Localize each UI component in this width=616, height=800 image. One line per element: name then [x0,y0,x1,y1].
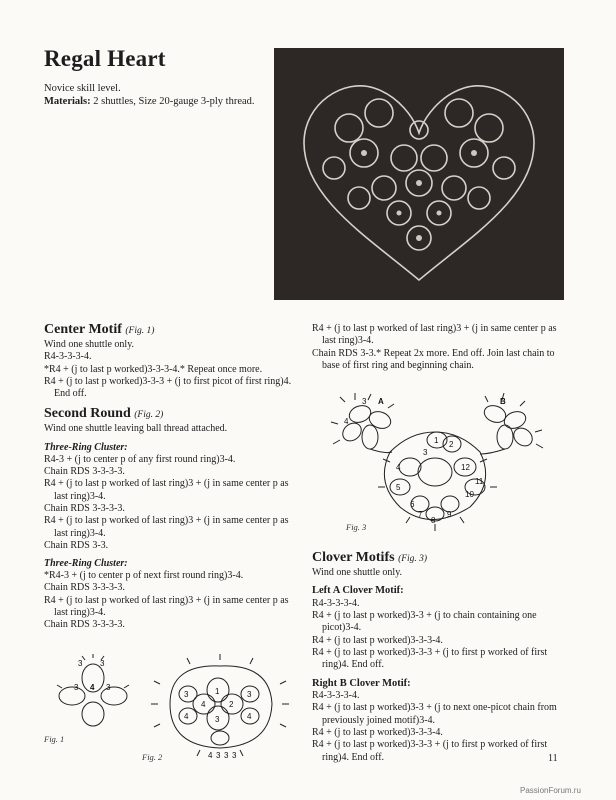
cluster-line: Chain RDS 3-3-3-3. [44,619,125,631]
cluster-line: Chain RDS 3-3-3-3. [44,466,125,478]
clover-line: R4 + (j to last p worked)3-3 + (j to next one-picot chain from previously joined motif)3-4. [312,702,557,726]
fig3-label: 4 [396,463,401,472]
materials-label: Materials: [44,96,91,107]
center-motif-line: R4-3-3-3-4. [44,351,92,363]
clover-line: R4-3-3-3-4. [312,597,360,609]
fig2-label: 3 [247,690,252,699]
heading-text: Clover Motifs [312,550,395,565]
cluster-line: R4 + (j to last p worked of last ring)3 + (j in same center p as last ring)3-4. [44,478,289,502]
fig3-label: 3 [362,397,367,406]
fig3-label-A: A [378,397,384,406]
left-clover-heading: Left A Clover Motif: [312,585,404,597]
fig2-label: 3 [215,715,220,724]
fig2-label: 3 [216,751,221,760]
fig2-label: 4 [247,712,252,721]
heading-text: Center Motif [44,322,122,337]
right-clover-heading: Right B Clover Motif: [312,677,411,689]
center-motif-line: R4 + (j to last p worked)3-3-3 + (j to first picot of first ring)4. End off. [44,375,292,400]
fig2-caption: Fig. 2 [142,752,163,762]
fig2-label: 4 [184,712,189,721]
skill-level: Novice skill level. [44,83,121,94]
fig2-label: 3 [184,690,189,699]
fig3-label-B: B [500,397,506,406]
center-motif-line: *R4 + (j to last p worked)3-3-3-4.* Repeat once more. [44,363,263,375]
cluster-line: Chain RDS 3-3-3-3. [44,502,125,514]
fig-ref: (Fig. 3) [398,554,428,564]
clover-heading [312,550,568,567]
fig2-label: 2 [229,700,234,709]
center-motif-heading [44,322,294,339]
fig3-diagram [330,392,570,532]
cluster-heading: Three-Ring Cluster: [44,558,128,570]
fig1-caption: Fig. 1 [44,734,65,744]
fig3-label: 1 [434,436,439,445]
fig2-diagram [150,654,290,762]
fig3-label: 4 [344,417,349,426]
fig3-label: 5 [396,483,401,492]
fig-ref: (Fig. 1) [125,326,155,336]
fig2-label: 3 [232,751,237,760]
fig2-label: 1 [215,687,220,696]
fig3-label: 12 [461,463,470,472]
clover-line: R4-3-3-3-4. [312,690,360,702]
fig1-label: 3 [78,659,83,668]
cluster-heading: Three-Ring Cluster: [44,441,128,453]
fig3-label: 2 [449,440,454,449]
fig3-label: 7 [418,510,423,519]
right-line: Chain RDS 3-3.* Repeat 2x more. End off. Join last chain to base of first ring and beginning chain. [312,347,555,371]
fig1-label: 4 [90,683,95,692]
cluster-line: *R4-3 + (j to center p of next first round ring)3-4. [44,570,244,582]
materials [44,95,255,108]
cluster-line: R4 + (j to last p worked of last ring)3 + (j in same center p as last ring)3-4. [44,594,289,619]
clover-line: R4 + (j to last p worked)3-3-3-4. [312,634,443,646]
page-number: 11 [548,753,558,764]
clover-intro: Wind one shuttle only. [312,567,403,578]
clover-column [312,550,568,764]
clover-line: R4 + (j to last p worked)3-3-3-4. [312,726,443,738]
heart-lace-image [274,48,564,300]
cluster-line: Chain RDS 3-3-3-3. [44,582,125,594]
watermark: PassionForum.ru [520,786,581,795]
fig3-caption: Fig. 3 [346,522,367,532]
fig3-label: 9 [447,510,452,519]
right-column [312,323,568,372]
clover-line: R4 + (j to last p worked)3-3-3 + (j to first p worked of first ring)4. End off. [312,646,548,671]
fig3-label: 8 [431,516,436,525]
fig1-label: 3 [106,683,111,692]
second-round-intro: Wind one shuttle leaving ball thread attached. [44,423,228,435]
clover-line: R4 + (j to last p worked)3-3 + (j to chain containing one picot)3-4. [312,610,537,634]
right-line: R4 + (j to last p worked of last ring)3 + (j in same center p as last ring)3-4. [312,323,557,347]
clover-line: R4 + (j to last p worked)3-3-3 + (j to first p worked of first ring)4. End off. [312,739,548,763]
intro-block [44,82,255,108]
second-round-heading [44,406,294,423]
fig1-label: 3 [100,659,105,668]
fig3-label: 11 [475,477,484,486]
fig2-label: 4 [208,751,213,760]
fig-ref: (Fig. 2) [134,410,164,421]
cluster-line: Chain RDS 3-3. [44,539,109,551]
left-column [44,322,294,632]
fig2-label: 3 [224,751,229,760]
cluster-line: R4-3 + (j to center p of any first round ring)3-4. [44,453,236,465]
fig3-label: 3 [423,448,428,457]
heading-text: Second Round [44,406,131,422]
fig2-label: 4 [201,700,206,709]
heart-photo [274,48,564,300]
fig3-label: 10 [465,490,474,499]
cluster-line: R4 + (j to last p worked of last ring)3 + (j in same center p as last ring)3-4. [44,515,289,539]
materials-text: 2 shuttles, Size 20-gauge 3-ply thread. [93,96,255,107]
center-motif-line: Wind one shuttle only. [44,339,135,350]
fig1-label: 3 [74,683,79,692]
fig1-diagram [60,656,130,728]
fig3-label: 6 [410,500,415,509]
page-title: Regal Heart [44,46,166,71]
